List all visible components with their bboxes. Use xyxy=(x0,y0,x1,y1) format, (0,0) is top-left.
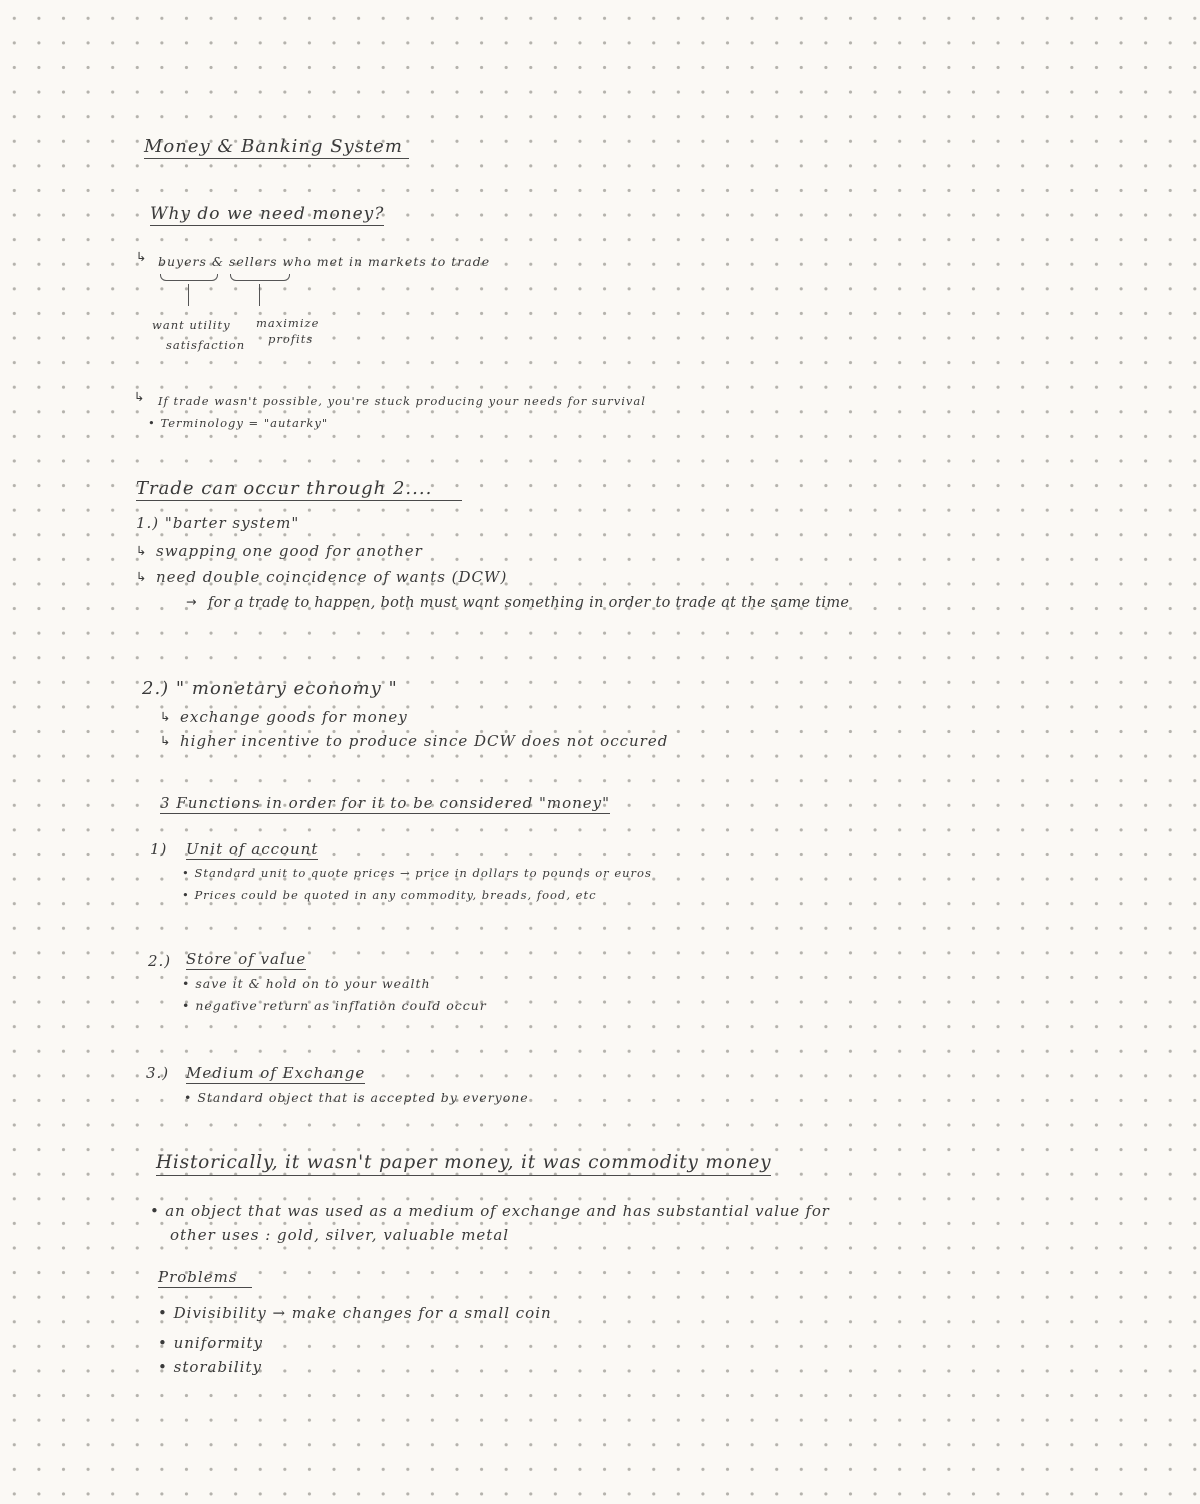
function-2-bullet-2: • negative return as inflation could occur xyxy=(182,998,487,1013)
sellers-down-arrow xyxy=(259,284,260,306)
sellers-brace xyxy=(230,274,290,281)
sellers-note-2: profits xyxy=(268,332,314,346)
buyers-brace xyxy=(160,274,218,281)
function-1-bullet-1: • Standard unit to quote prices → price in dollars to pounds or euros xyxy=(182,866,652,880)
function-2-title: Store of value xyxy=(186,950,307,968)
why-line-1: buyers & sellers who met in markets to trade xyxy=(158,254,491,269)
problem-1: • Divisibility → make changes for a small coin xyxy=(158,1304,552,1322)
barter-line-3: for a trade to happen, both must want something in order to trade at the same time xyxy=(208,595,850,611)
problem-3: • storability xyxy=(158,1358,262,1376)
function-3-title: Medium of Exchange xyxy=(186,1064,366,1082)
arrow-icon: ↳ xyxy=(160,709,172,724)
barter-line-2: need double coincidence of wants (DCW) xyxy=(156,568,508,586)
barter-title: 1.) "barter system" xyxy=(136,514,300,532)
arrow-icon: ↳ xyxy=(136,569,148,584)
problem-2: • uniformity xyxy=(158,1334,264,1352)
arrow-icon: ↳ xyxy=(136,249,148,264)
buyers-down-arrow xyxy=(188,284,189,306)
trade-heading: Trade can occur through 2.... xyxy=(136,480,462,501)
sellers-note-1: maximize xyxy=(256,316,320,330)
why-heading: Why do we need money? xyxy=(150,204,385,224)
function-3-number: 3.) xyxy=(146,1064,170,1082)
monetary-line-1: exchange goods for money xyxy=(180,708,408,726)
arrow-icon: → xyxy=(186,594,198,609)
function-2-number: 2.) xyxy=(148,952,172,970)
arrow-icon: ↳ xyxy=(160,733,172,748)
function-3-bullet-1: • Standard object that is accepted by everyone xyxy=(184,1090,529,1105)
barter-line-1: swapping one good for another xyxy=(156,542,423,560)
why-line-3: • Terminology = "autarky" xyxy=(148,416,329,430)
function-1-number: 1) xyxy=(150,840,168,858)
arrow-icon: ↳ xyxy=(136,543,148,558)
history-heading: Historically, it wasn't paper money, it was commodity money xyxy=(156,1154,771,1176)
function-1-title: Unit of account xyxy=(186,840,319,858)
history-bullet-1-cont: other uses : gold, silver, valuable metal xyxy=(170,1226,510,1244)
buyers-note-2: satisfaction xyxy=(166,338,246,352)
functions-heading: 3 Functions in order for it to be considered "money" xyxy=(160,794,611,812)
function-1-bullet-2: • Prices could be quoted in any commodity, breads, food, etc xyxy=(182,888,597,902)
problems-heading: Problems xyxy=(158,1270,252,1288)
monetary-line-2: higher incentive to produce since DCW does not occured xyxy=(180,732,669,750)
history-bullet-1: • an object that was used as a medium of exchange and has substantial value for xyxy=(150,1202,830,1220)
buyers-note-1: want utility xyxy=(152,318,231,332)
function-2-bullet-1: • save it & hold on to your wealth xyxy=(182,976,431,991)
page-title: Money & Banking System xyxy=(144,138,409,159)
why-line-2: If trade wasn't possible, you're stuck producing your needs for survival xyxy=(158,394,646,408)
monetary-title: 2.) " monetary economy " xyxy=(142,678,398,699)
arrow-icon: ↳ xyxy=(134,389,146,404)
